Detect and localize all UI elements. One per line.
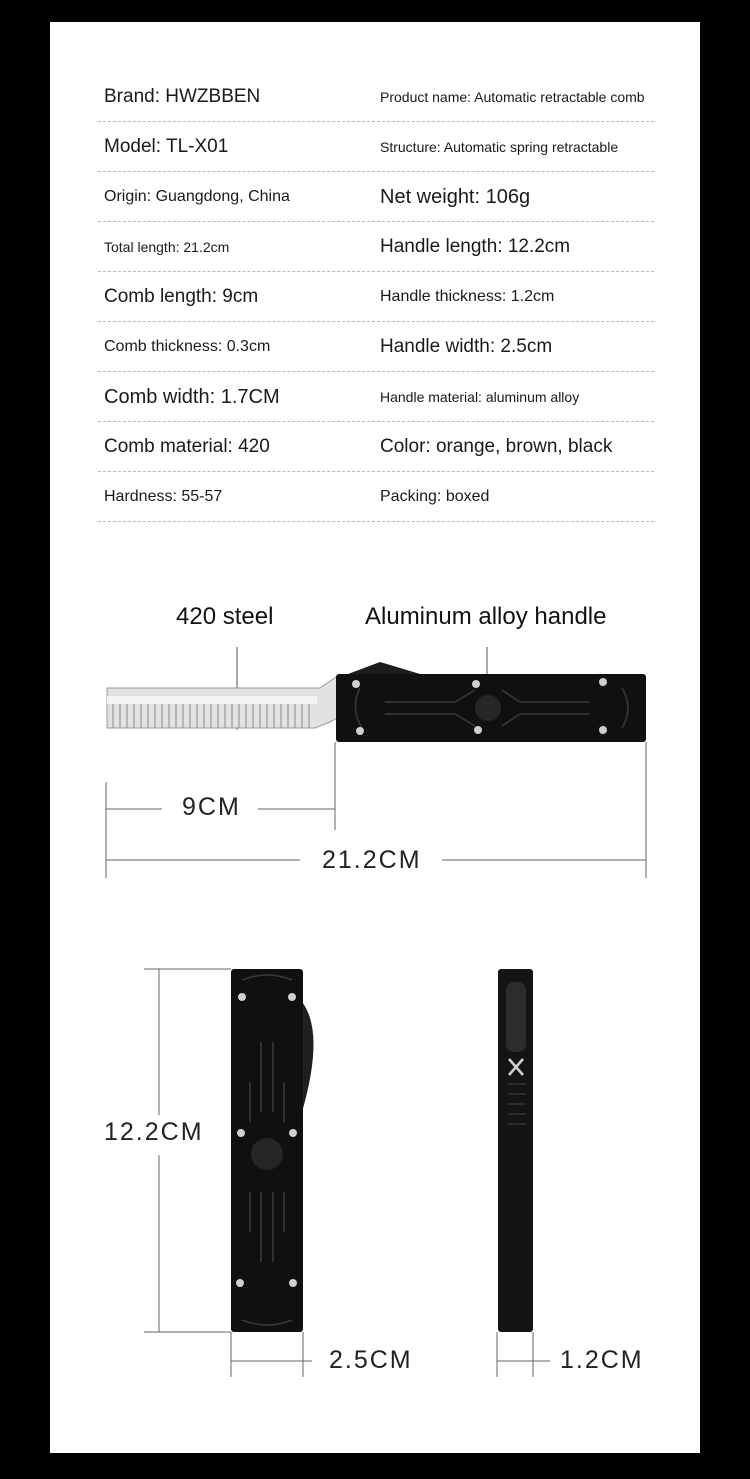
spec-left-cell: Model: TL-X01 <box>104 135 229 157</box>
spec-right-cell: Structure: Automatic spring retractable <box>380 138 619 155</box>
handle-front-view <box>231 969 314 1332</box>
spec-right-cell: Handle width: 2.5cm <box>380 335 553 357</box>
spec-left-cell: Total length: 21.2cm <box>104 238 230 255</box>
spec-left-cell: Hardness: 55-57 <box>104 487 223 505</box>
spec-left-cell: Brand: HWZBBEN <box>104 85 261 107</box>
spec-left-cell: Comb length: 9cm <box>104 285 259 307</box>
product-sheet <box>50 22 700 1453</box>
spec-left-cell: Origin: Guangdong, China <box>104 187 290 205</box>
handle-thickness-dim: 1.2CM <box>560 1346 644 1374</box>
spec-right-cell: Packing: boxed <box>380 487 490 505</box>
spec-right-cell: Color: orange, brown, black <box>380 435 613 457</box>
spec-left-cell: Comb material: 420 <box>104 435 270 457</box>
spec-right-cell: Handle length: 12.2cm <box>380 235 571 257</box>
total-length-dim: 21.2CM <box>322 846 422 874</box>
handle-side-view <box>498 969 533 1332</box>
spec-left-cell: Comb thickness: 0.3cm <box>104 337 271 355</box>
comb-blade-horizontal <box>107 677 348 728</box>
handle-width-dim: 2.5CM <box>329 1346 413 1374</box>
comb-diagram <box>50 22 700 1453</box>
spec-right-cell: Handle thickness: 1.2cm <box>380 287 555 305</box>
handle-length-dim: 12.2CM <box>104 1118 204 1146</box>
handle-label: Aluminum alloy handle <box>365 603 607 630</box>
steel-label: 420 steel <box>176 603 274 630</box>
comb-length-dim: 9CM <box>182 793 241 821</box>
dim-lines-handle <box>144 969 550 1377</box>
handle-horizontal <box>336 662 646 742</box>
spec-right-cell: Net weight: 106g <box>380 185 531 208</box>
spec-left-cell: Comb width: 1.7CM <box>104 385 280 408</box>
spec-right-cell: Handle material: aluminum alloy <box>380 388 580 405</box>
spec-right-cell: Product name: Automatic retractable comb <box>380 88 645 105</box>
